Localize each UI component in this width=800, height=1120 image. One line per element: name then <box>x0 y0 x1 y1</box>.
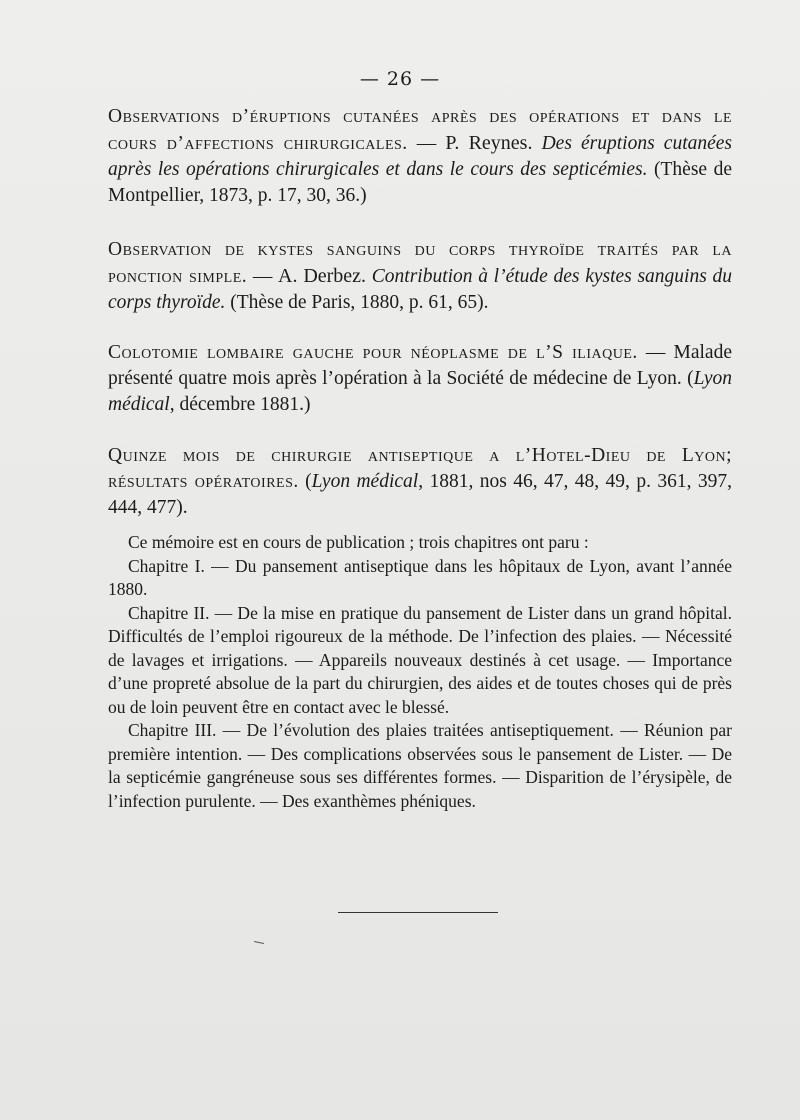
bibliography-entry <box>108 340 732 418</box>
entry-separator: — <box>407 133 446 154</box>
entry-work: Des éruptions cutanées après les opérations chirurgicales et dans le cours des septicémies. <box>108 133 733 180</box>
bibliography-entry <box>108 237 732 316</box>
entry-separator: — <box>247 266 279 287</box>
entry-title: Observation de kystes sanguins du corps thyroïde traités par la ponction simple. <box>108 239 732 287</box>
entry-journal: Lyon médical <box>108 368 732 415</box>
entry-text-end: , décembre 1881.) <box>169 394 311 415</box>
bibliography-entry <box>108 443 732 521</box>
entry-journal: Lyon médical <box>311 471 419 492</box>
entry-title: Colotomie lombaire gauche pour néoplasme de l’S iliaque. <box>108 342 638 363</box>
entry-source: (Thèse de Paris, 1880, p. 61, 65). <box>225 292 489 313</box>
entry-text: — Malade présenté quatre mois après l’opération à la Société de médecine de Lyon. ( <box>108 342 732 389</box>
entry-author: A. Derbez. <box>278 265 367 287</box>
entry-title: Observations d’éruptions cutanées après des opérations et dans le cours d’affections chirurgicales. <box>108 106 732 154</box>
entry-author: P. Reynes. <box>445 132 533 154</box>
entry-text: ( <box>298 471 312 492</box>
section-divider <box>338 912 498 913</box>
chapter-paragraph: Chapitre III. — De l’évolution des plaies traitées antiseptiquement. — Réunion par première intention. — Des complications observées sous le pansement de Lister. — De la septicémie gangréneuse sous ses différentes formes. — Disparition de l’érysipèle, de l’infection purulente. — Des exanthèmes phéniques. <box>108 720 732 811</box>
entry-title: Quinze mois de chirurgie antiseptique a l’Hotel-Dieu de Lyon; résultats opératoires. <box>108 445 732 492</box>
summary-intro: Ce mémoire est en cours de publication ; trois chapitres ont paru : <box>128 532 589 552</box>
chapter-summary <box>108 531 732 813</box>
entry-work: Contribution à l’étude des kystes sanguins du corps thyroïde. <box>108 266 733 313</box>
entry-source: (Thèse de Montpellier, 1873, p. 17, 30, 36.) <box>108 159 732 206</box>
page-number: — 26 — <box>359 68 441 90</box>
chapter-paragraph: Chapitre II. — De la mise en pratique du pansement de Lister dans un grand hôpital. Difficultés de l’emploi rigoureux de la méthode. De l’infection des plaies. — Nécessité de lavages et irrigations. — Appareils nouveaux destinés à cet usage. — Importance d’une propreté absolue de la part du chirurgien, des aides et de toutes choses qui de près ou de loin peuvent être en contact avec le blessé. <box>108 602 732 717</box>
bibliography-entry <box>108 104 732 209</box>
ink-mark <box>254 941 264 944</box>
entry-text-end: , 1881, nos 46, 47, 48, 49, p. 361, 397, 444, 477). <box>108 471 732 518</box>
chapter-paragraph: Chapitre I. — Du pansement antiseptique dans les hôpitaux de Lyon, avant l’année 1880. <box>108 555 732 599</box>
